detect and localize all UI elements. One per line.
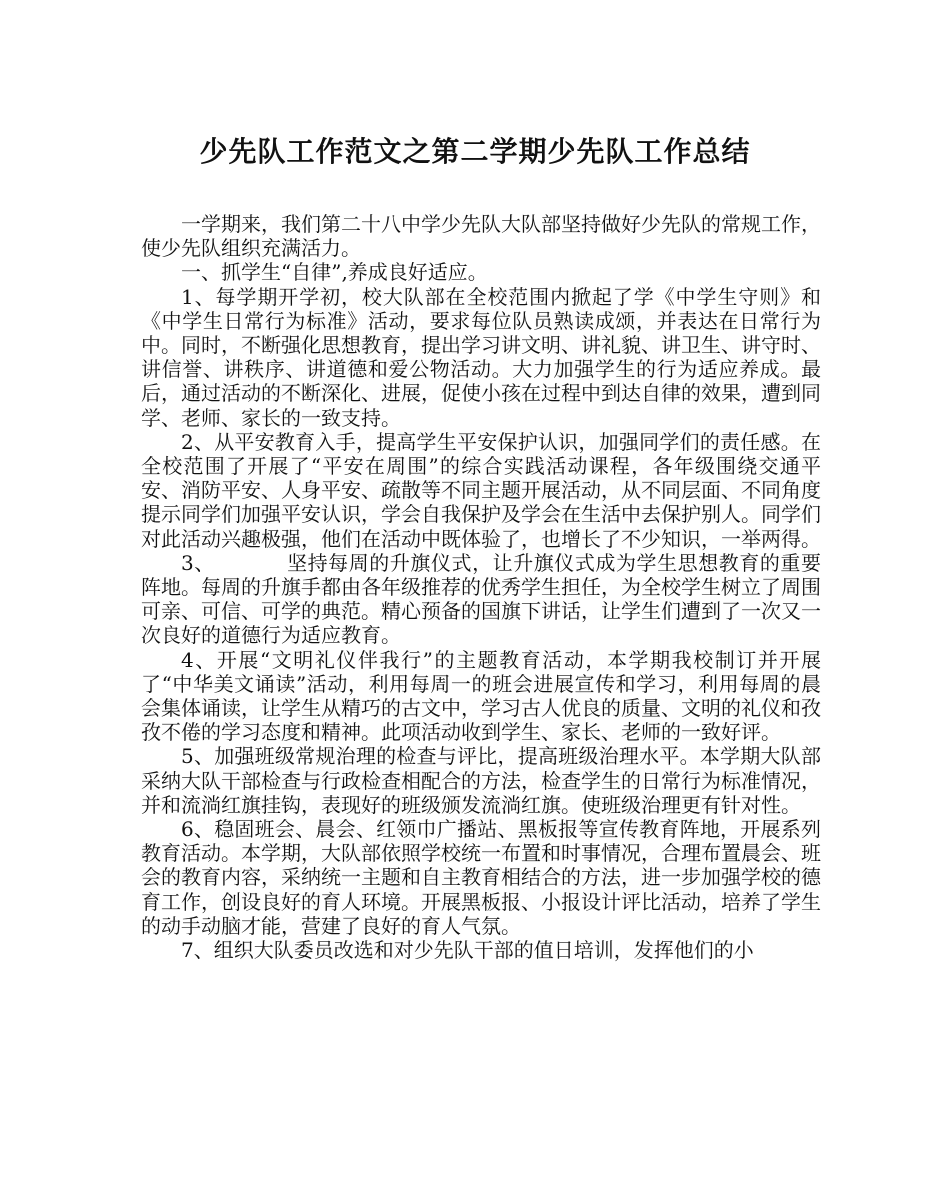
paragraph-item-5: 5、加强班级常规治理的检查与评比，提高班级治理水平。本学期大队部采纳大队干部检查与行政检查相配合的方法，检查学生的日常行为标准情况，并和流淌红旗挂钩，表现好的班级颁发流淌红旗。使班级治理更有针对性。 xyxy=(141,744,821,817)
document-title: 少先队工作范文之第二学期少先队工作总结 xyxy=(199,135,751,168)
paragraph-item-4: 4、开展“文明礼仪伴我行”的主题教育活动，本学期我校制订并开展了“中华美文诵读”活动，利用每周一的班会进展宣传和学习，利用每周的晨会集体诵读，让学生从精巧的古文中，学习古人优良的质量、文明的礼仪和孜孜不倦的学习态度和精神。此项活动收到学生、家长、老师的一致好评。 xyxy=(141,647,821,745)
paragraph-item-7: 7、组织大队委员改选和对少先队干部的值日培训，发挥他们的小 xyxy=(181,938,754,963)
paragraph-item-2: 2、从平安教育入手，提高学生平安保护认识，加强同学们的责任感。在全校范围了开展了“平安在周围”的综合实践活动课程，各年级围绕交通平安、消防平安、人身平安、疏散等不同主题开展活动，从不同层面、不同角度提示同学们加强平安认识，学会自我保护及学会在生活中去保护别人。同学们对此活动兴趣极强，他们在活动中既体验了，也增长了不少知识，一举两得。 xyxy=(141,429,821,551)
document-body xyxy=(141,212,821,962)
paragraph-item-6: 6、稳固班会、晨会、红领巾广播站、黑板报等宣传教育阵地，开展系列教育活动。本学期，大队部依照学校统一布置和时事情况，合理布置晨会、班会的教育内容，采纳统一主题和自主教育相结合的方法，进一步加强学校的德育工作，创设良好的育人环境。开展黑板报、小报设计评比活动，培养了学生的动手动脑才能，营建了良好的育人气氛。 xyxy=(141,817,821,938)
paragraph-item-1: 1、每学期开学初，校大队部在全校范围内掀起了学《中学生守则》和《中学生日常行为标准》活动，要求每位队员熟读成颂，并表达在日常行为中。同时，不断强化思想教育，提出学习讲文明、讲礼貌、讲卫生、讲守时、讲信誉、讲秩序、讲道德和爱公物活动。大力加强学生的行为适应养成。最后，通过活动的不断深化、进展，促使小孩在过程中到达自律的效果，遭到同学、老师、家长的一致支持。 xyxy=(141,284,821,430)
paragraph-section-heading: 一、抓学生“自律”,养成良好适应。 xyxy=(181,260,488,285)
paragraph-item-3: 3、 坚持每周的升旗仪式，让升旗仪式成为学生思想教育的重要阵地。每周的升旗手都由各年级推荐的优秀学生担任，为全校学生树立了周围可亲、可信、可学的典范。精心预备的国旗下讲话，让学生们遭到了一次又一次良好的道德行为适应教育。 xyxy=(141,550,821,648)
paragraph-intro: 一学期来，我们第二十八中学少先队大队部坚持做好少先队的常规工作，使少先队组织充满活力。 xyxy=(141,212,821,261)
